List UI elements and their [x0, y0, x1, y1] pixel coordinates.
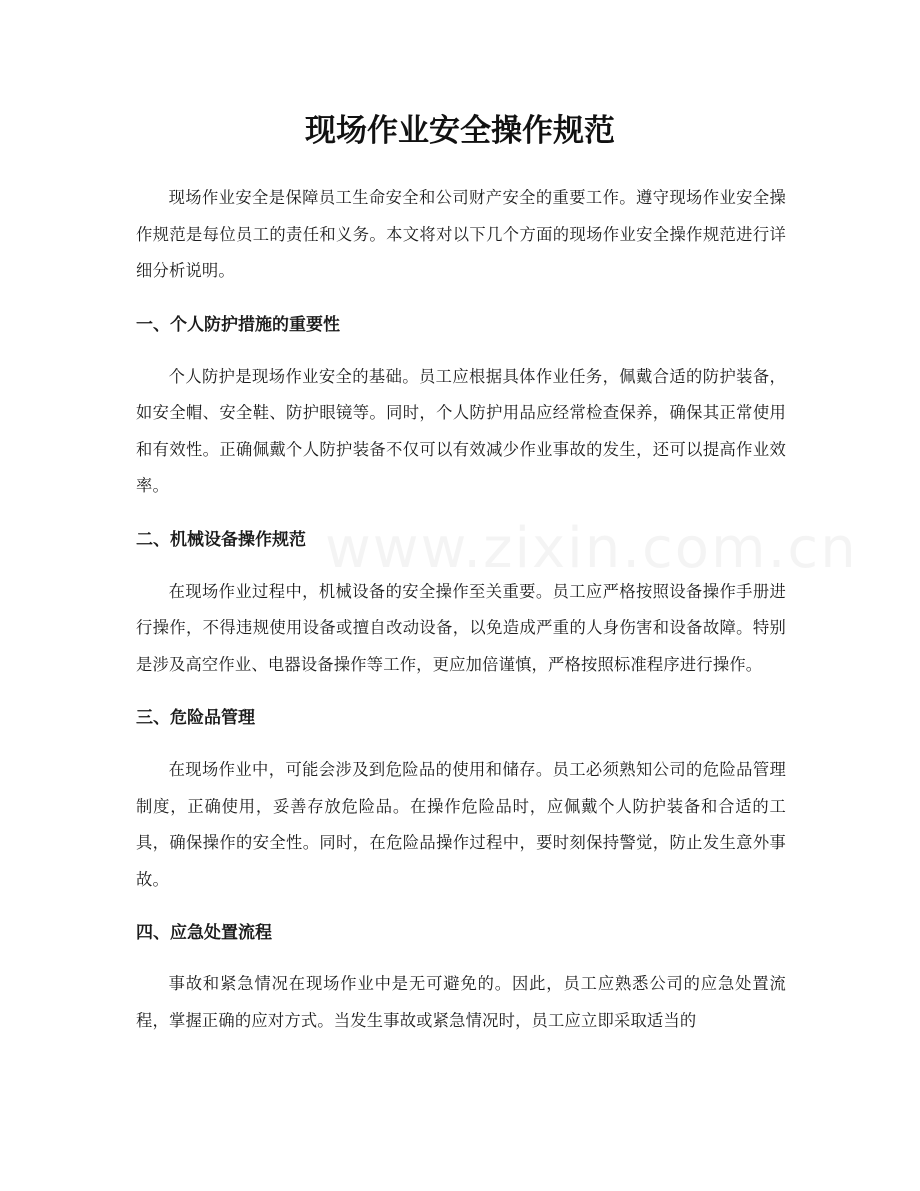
- document-body: [136, 180, 786, 1039]
- intro-paragraph: 现场作业安全是保障员工生命安全和公司财产安全的重要工作。遵守现场作业安全操作规范是每位员工的责任和义务。本文将对以下几个方面的现场作业安全操作规范进行详细分析说明。: [136, 188, 786, 280]
- section-paragraph-1: 个人防护是现场作业安全的基础。员工应根据具体作业任务，佩戴合适的防护装备，如安全帽、安全鞋、防护眼镜等。同时，个人防护用品应经常检查保养，确保其正常使用和有效性。正确佩戴个人防护装备不仅可以有效减少作业事故的发生，还可以提高作业效率。: [136, 366, 786, 495]
- section-heading-4: 四、应急处置流程: [136, 923, 272, 943]
- section-paragraph-2: 在现场作业过程中，机械设备的安全操作至关重要。员工应严格按照设备操作手册进行操作，不得违规使用设备或擅自改动设备，以免造成严重的人身伤害和设备故障。特别是涉及高空作业、电器设备操作等工作，更应加倍谨慎，严格按照标准程序进行操作。: [136, 581, 786, 674]
- section-heading-3: 三、危险品管理: [136, 708, 255, 728]
- page-title: 现场作业安全操作规范: [305, 113, 615, 149]
- section-paragraph-4: 事故和紧急情况在现场作业中是无可避免的。因此，员工应熟悉公司的应急处置流程，掌握正确的应对方式。当发生事故或紧急情况时，员工应立即采取适当的: [136, 974, 786, 1030]
- section-paragraph-3: 在现场作业中，可能会涉及到危险品的使用和储存。员工必须熟知公司的危险品管理制度，正确使用，妥善存放危险品。在操作危险品时，应佩戴个人防护装备和合适的工具，确保操作的安全性。同时，在危险品操作过程中，要时刻保持警觉，防止发生意外事故。: [136, 760, 786, 889]
- section-heading-2: 二、机械设备操作规范: [136, 529, 306, 550]
- section-heading-1: 一、个人防护措施的重要性: [136, 314, 340, 335]
